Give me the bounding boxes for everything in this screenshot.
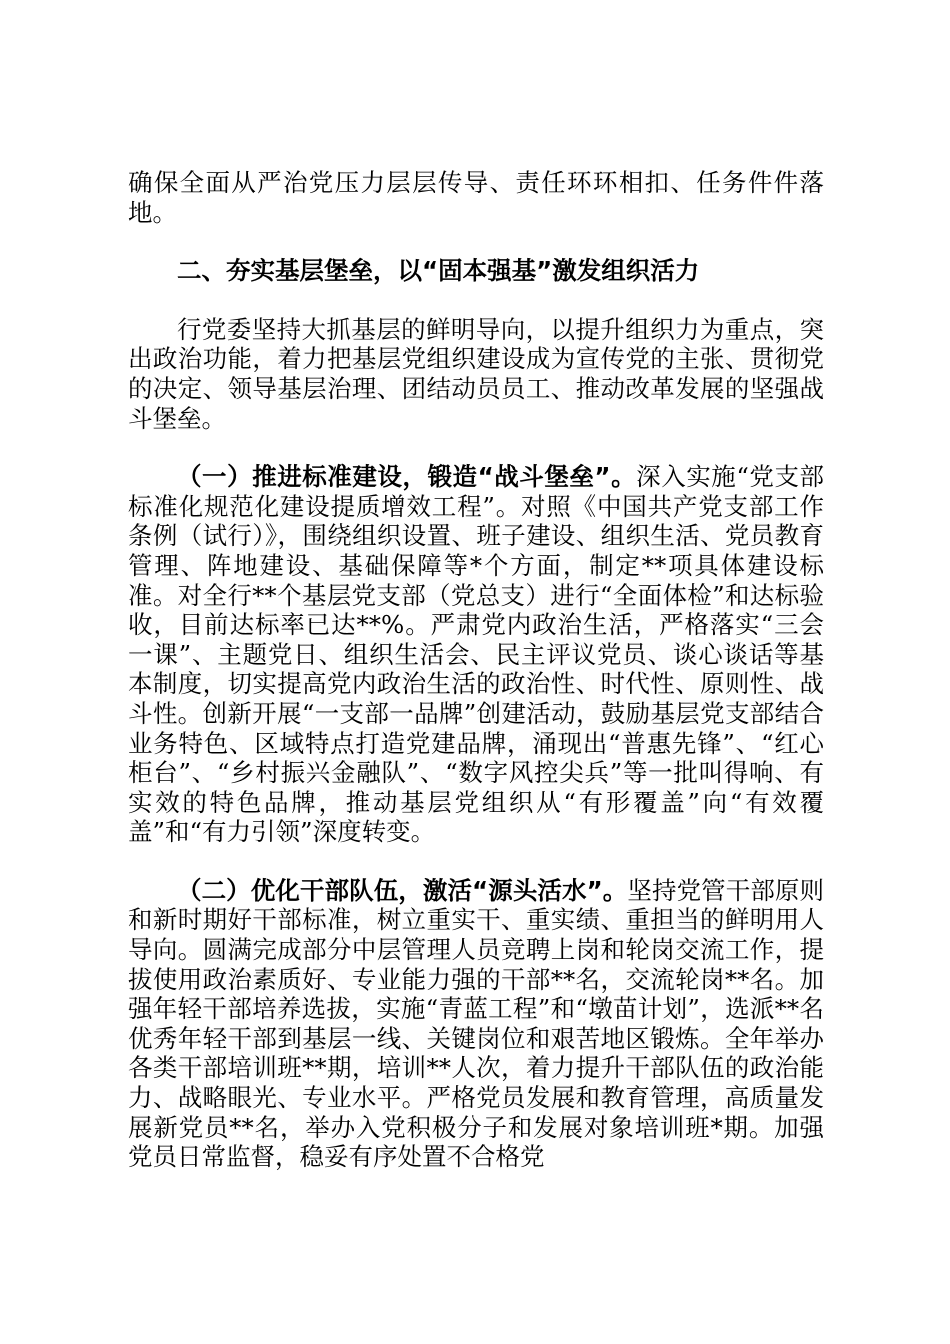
spacer — [128, 286, 824, 315]
spacer — [128, 433, 824, 462]
item1-paragraph — [128, 462, 824, 847]
item2-lead: （二）优化干部队伍，激活“源头活水”。 — [177, 875, 628, 905]
item2-body: 坚持党管干部原则和新时期好干部标准，树立重实干、重实绩、重担当的鲜明用人导向。圆满完成部分中层管理人员竞聘上岗和轮岗交流工作，提拔使用政治素质好、专业能力强的干部**名，交流轮岗**名。加强年轻干部培养选拔，实施“青蓝工程”和“墩苗计划”，选派**名优秀年轻干部到基层一线、关键岗位和艰苦地区锻炼。全年举办各类干部培训班**期，培训**人次，着力提升干部队伍的政治能力、战略眼光、专业水平。严格党员发展和教育管理，高质量发展新党员**名，举办入党积极分子和发展对象培训班*期。加强党员日常监督，稳妥有序处置不合格党 — [128, 875, 825, 1172]
spacer — [128, 227, 824, 256]
section-heading: 二、夯实基层堡垒，以“固本强基”激发组织活力 — [177, 256, 700, 286]
spacer — [128, 847, 824, 876]
item1-lead: （一）推进标准建设，锻造“战斗堡垒”。 — [177, 462, 637, 492]
continuation-paragraph: 确保全面从严治党压力层层传导、责任环环相扣、任务件件落地。 — [128, 168, 824, 227]
document-page — [128, 168, 824, 1172]
intro-paragraph: 行党委坚持大抓基层的鲜明导向，以提升组织力为重点，突出政治功能，着力把基层党组织建设成为宣传党的主张、贯彻党的决定、领导基层治理、团结动员员工、推动改革发展的坚强战斗堡垒。 — [128, 314, 824, 433]
item2-paragraph — [128, 876, 824, 1172]
item1-body: 深入实施“党支部标准化规范化建设提质增效工程”。对照《中国共产党支部工作条例（试行）》，围绕组织设置、班子建设、组织生活、党员教育管理、阵地建设、基础保障等*个方面，制定**项具体建设标准。对全行**个基层党支部（党总支）进行“全面体检”和达标验收，目前达标率已达**%。严肃党内政治生活，严格落实“三会一课”、主题党日、组织生活会、民主评议党员、谈心谈话等基本制度，切实提高党内政治生活的政治性、时代性、原则性、战斗性。创新开展“一支部一品牌”创建活动，鼓励基层党支部结合业务特色、区域特点打造党建品牌，涌现出“普惠先锋”、“红心柜台”、“乡村振兴金融队”、“数字风控尖兵”等一批叫得响、有实效的特色品牌，推动基层党组织从“有形覆盖”向“有效覆盖”和“有力引领”深度转变。 — [128, 462, 825, 847]
